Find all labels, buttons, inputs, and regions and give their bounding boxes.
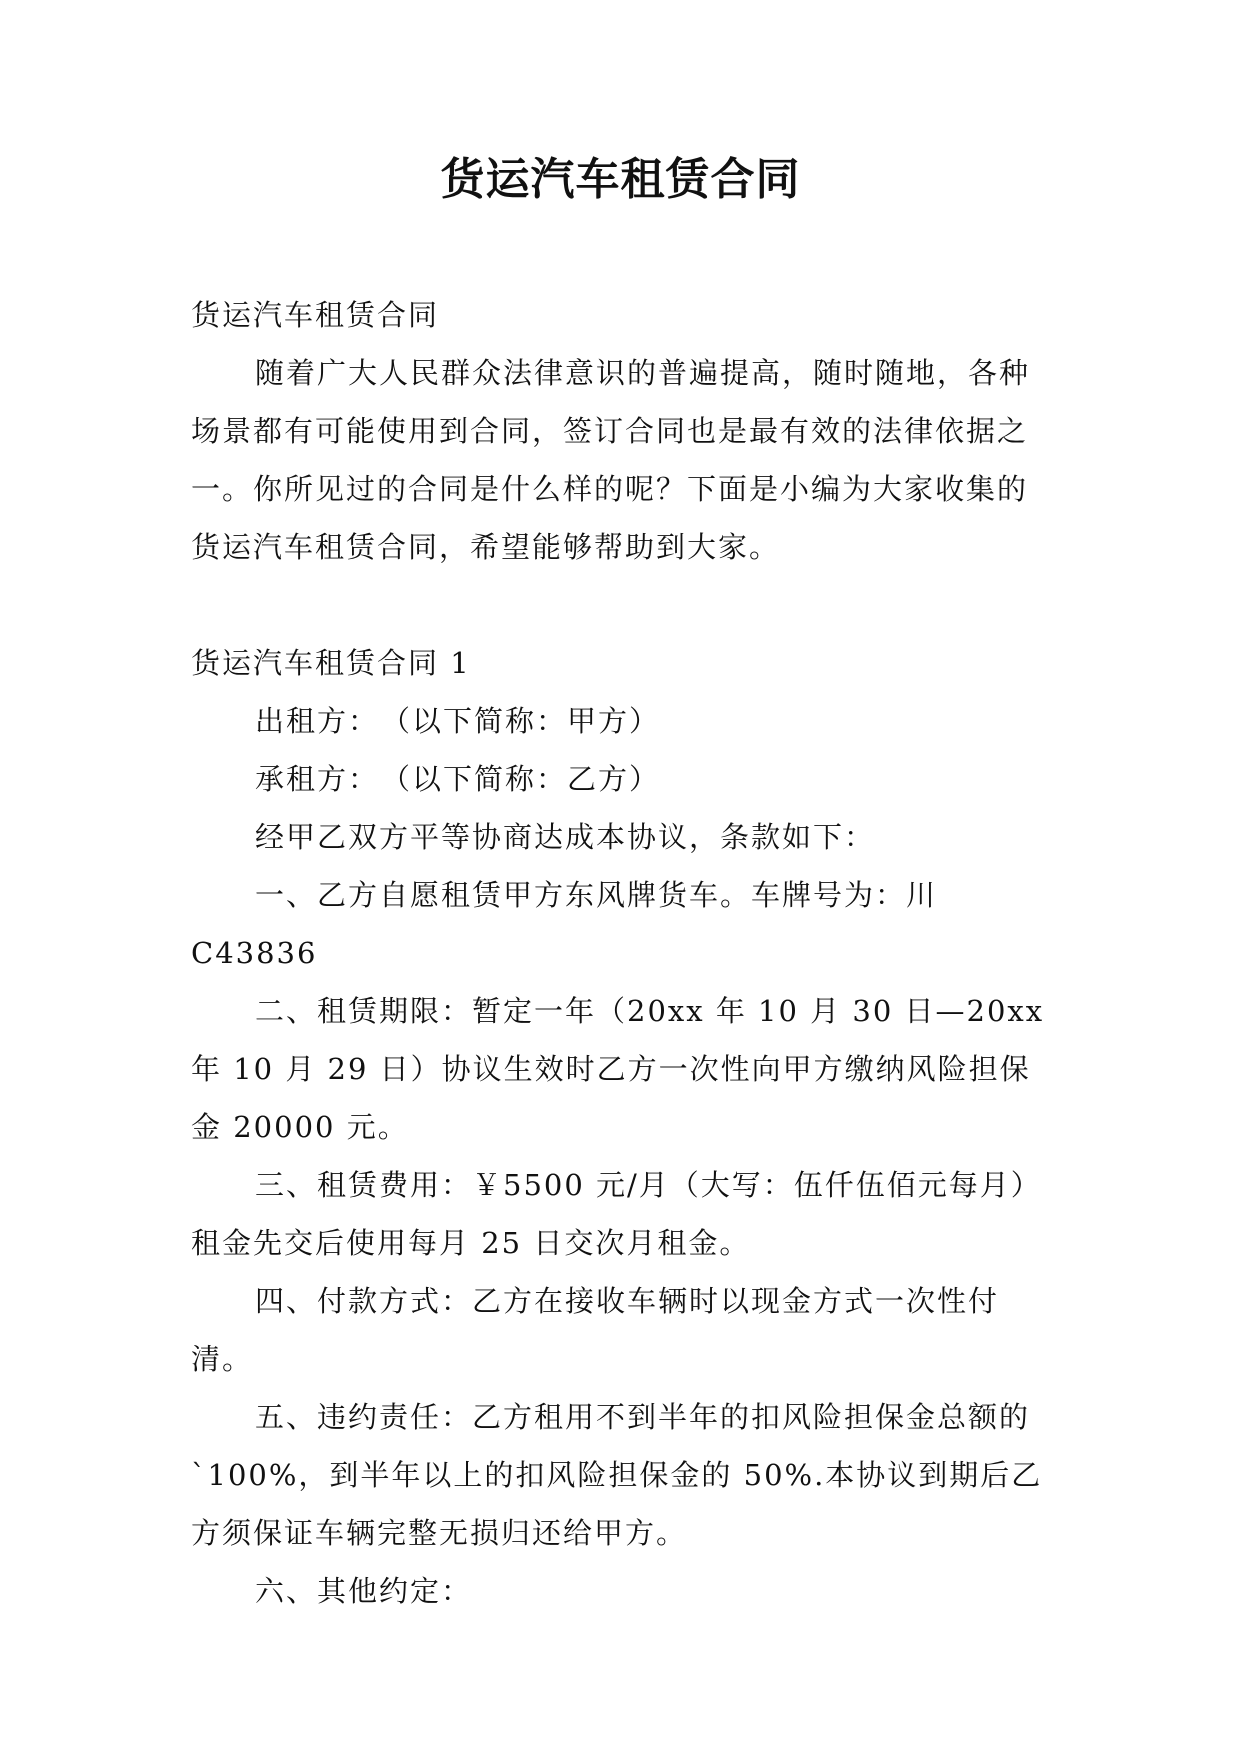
- clause-5: 五、违约责任：乙方租用不到半年的扣风险担保金总额的`100%，到半年以上的扣风险担保金的 50%.本协议到期后乙方须保证车辆完整无损归还给甲方。: [191, 1400, 1043, 1550]
- document-title: 货运汽车租赁合同: [440, 154, 801, 205]
- lessee-line: 承租方： （以下简称：乙方）: [255, 762, 661, 796]
- document-subtitle: 货运汽车租赁合同: [191, 298, 440, 332]
- clause-6: 六、其他约定：: [255, 1574, 473, 1608]
- clause-2: 二、租赁期限：暂定一年（20xx 年 10 月 30 日—20xx 年 10 月 29 日）协议生效时乙方一次性向甲方缴纳风险担保金 20000 元。: [191, 994, 1045, 1144]
- intro-paragraph: 随着广大人民群众法律意识的普遍提高，随时随地，各种场景都有可能使用到合同，签订合同也是最有效的法律依据之一。你所见过的合同是什么样的呢？下面是小编为大家收集的货运汽车租赁合同，希望能够帮助到大家。: [191, 356, 1031, 564]
- clause-3: 三、租赁费用：￥5500 元/月（大写：伍仟伍佰元每月）租金先交后使用每月 25 日交次月租金。: [191, 1168, 1042, 1260]
- paragraph-gap: [191, 576, 1051, 634]
- clause-1: 一、乙方自愿租赁甲方东风牌货车。车牌号为：川 C43836: [191, 878, 938, 970]
- preamble-line: 经甲乙双方平等协商达成本协议，条款如下：: [255, 820, 876, 854]
- lessor-line: 出租方： （以下简称：甲方）: [255, 704, 661, 738]
- document-body: [191, 286, 1051, 1620]
- contract-heading: 货运汽车租赁合同 1: [191, 646, 471, 680]
- clause-4: 四、付款方式：乙方在接收车辆时以现金方式一次性付清。: [191, 1284, 1000, 1376]
